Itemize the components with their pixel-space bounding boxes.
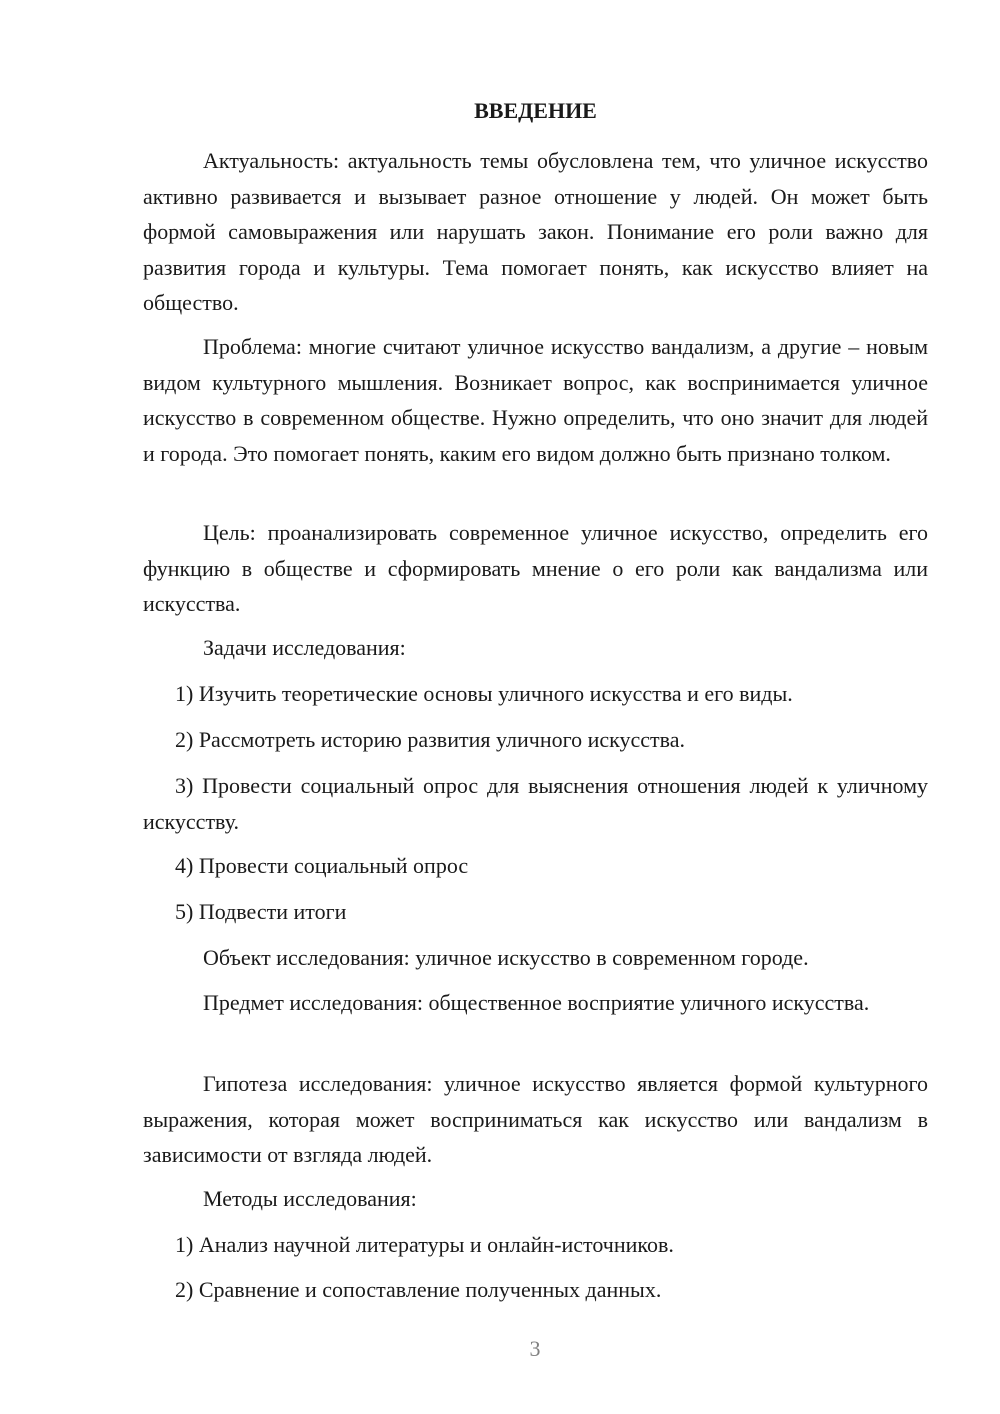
tasks-heading: Задачи исследования: bbox=[203, 635, 406, 660]
object-paragraph: Объект исследования: уличное искусство в современном городе. bbox=[203, 945, 809, 970]
methods-heading: Методы исследования: bbox=[203, 1186, 417, 1211]
subject-paragraph: Предмет исследования: общественное восприятие уличного искусства. bbox=[203, 990, 870, 1015]
task-item-4: 4) Провести социальный опрос bbox=[175, 853, 469, 878]
task-item-5: 5) Подвести итоги bbox=[175, 899, 347, 924]
goal-paragraph: Цель: проанализировать современное уличное искусство, определить его функцию в обществе и сформировать мнение о его роли как вандализма или искусства. bbox=[143, 520, 928, 616]
task-item-2: 2) Рассмотреть историю развития уличного искусства. bbox=[175, 727, 685, 752]
hypothesis-paragraph: Гипотеза исследования: уличное искусство является формой культурного выражения, которая может восприниматься как искусство или вандализм в зависимости от взгляда людей. bbox=[143, 1071, 928, 1167]
page-title: ВВЕДЕНИЕ bbox=[474, 98, 597, 123]
method-item-2: 2) Сравнение и сопоставление полученных данных. bbox=[175, 1277, 662, 1302]
page-number: 3 bbox=[529, 1336, 541, 1361]
problem-paragraph: Проблема: многие считают уличное искусство вандализм, а другие – новым видом культурного мышления. Возникает вопрос, как воспринимается уличное искусство в современном обществе. Нужно определить, что оно значит для людей и города. Это помогает понять, каким его видом должно быть признано толком. bbox=[143, 334, 928, 466]
relevance-paragraph: Актуальность: актуальность темы обусловлена тем, что уличное искусство активно развивается и вызывает разное отношение у людей. Он может быть формой самовыражения или нарушать закон. Понимание его роли важно для развития города и культуры. Тема помогает понять, как искусство влияет на общество. bbox=[143, 148, 928, 315]
task-item-3: 3) Провести социальный опрос для выяснения отношения людей к уличному искусству. bbox=[143, 773, 928, 834]
method-item-1: 1) Анализ научной литературы и онлайн-источников. bbox=[175, 1232, 674, 1257]
task-item-1: 1) Изучить теоретические основы уличного искусства и его виды. bbox=[175, 681, 793, 706]
